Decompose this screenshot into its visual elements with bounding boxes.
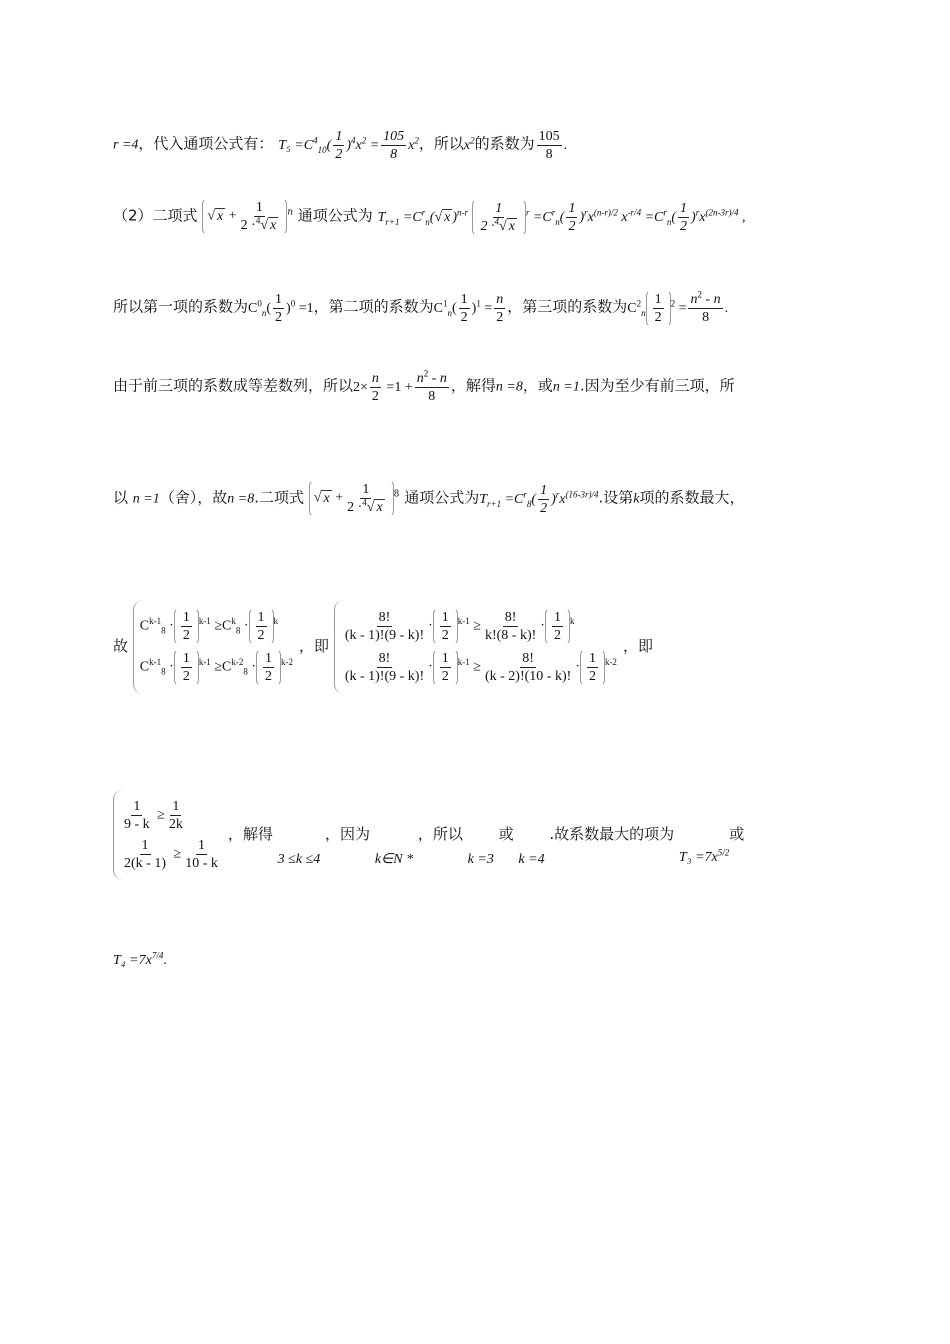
k-range: 3 ≤k ≤4: [277, 852, 321, 867]
x-squared: $x^2$: [463, 135, 475, 153]
text-so-2: ，所以: [417, 825, 463, 843]
text-solve: ，解得: [450, 376, 496, 395]
text-let: .设第: [598, 488, 634, 507]
text-or: ，或: [522, 376, 553, 395]
general-term-formula: $T_{r+1} =C^r_n(√$ x )$^{n-r}$ $\frac{1}{2 \cdot^4√ x}$ $^r =C^r_n$( $\frac{1}{2}$ )$^rx^{(n-r)/2}$ $x^{-r/4} =C^r_n$( $\frac{1}{2}$ )$^rx^{(2n-3r)/4}$ ,: [377, 200, 746, 234]
T5-label: T₅ =C: [278, 137, 314, 153]
text-discard: （舍），故: [159, 488, 228, 507]
text-coef: 的系数为: [474, 134, 535, 153]
text-arith-seq: 由于前三项的系数成等差数列，所以: [113, 376, 354, 395]
line-8: [113, 950, 910, 969]
text-because: ，因为: [325, 825, 371, 843]
r-equals-4: r =4: [113, 137, 139, 153]
text-or-3: 或: [729, 825, 745, 843]
text-at-least: .因为至少有前三项，所: [579, 376, 735, 395]
line-6: [113, 600, 910, 694]
equation-arith: 2× $\frac{n}{2}$ =1 + $\frac{n^2 - n}{8}$: [353, 368, 447, 404]
n-eq-8-a: n =8: [495, 379, 523, 395]
n-eq-1-a: n =1: [552, 379, 580, 395]
system-1: $C^{k-1}_8$ · $\frac{1}{2}$ $^{k-1} \ge C^k_8$ · $\frac{1}{2}$ $^k$ $C^{k-1}_8$ · $\frac{1}{2}$ $^{k-1} \ge C^{k-2}_8$ · $\frac{1}{2}$ $^{k-2}$: [133, 600, 299, 694]
result-105-8: $\frac{105}{8}$ .: [538, 129, 568, 162]
text-second-coef: ，第二项的系数为: [313, 297, 434, 316]
binomial-expr-8: √ x + $\frac{1}{2 \cdot^4√ x}$: [309, 480, 394, 517]
n-eq-8-b: n =8: [227, 491, 255, 507]
T3-label: T₃ =7x: [678, 850, 718, 865]
text-max-coef: 项的系数最大，: [639, 488, 745, 507]
T4-label: T₄ =7x: [113, 953, 152, 968]
binomial-expr: √ x + $\frac{1}{2 \cdot^4√ x}$: [202, 198, 287, 235]
T3-term: $T_3 =7x^{5/2}$: [678, 847, 730, 865]
text-general-term: 通项公式为: [297, 206, 373, 225]
line-5: 以 n =1（舍），故n =8.二项式 √ x + $\frac{1}{2 \cdot^4√ x}$ $^8$ 通项公式为$T_{r+1} =C^r_8$( $\frac{1}{2}$ )$^rx^{(16-3r)/4}$.设第k项的系数最大，: [113, 482, 745, 516]
text-general-term-2: 通项公式为: [404, 488, 480, 507]
text-max-term: .故系数最大的项为: [549, 825, 675, 843]
text-so: ，所以: [418, 134, 464, 153]
k-eq-4: k =4: [518, 852, 545, 867]
general-term-8: $T_{r+1} =C^r_8$( $\frac{1}{2}$ )$^rx^{(16-3r)/4}$: [479, 482, 599, 516]
line-1: [113, 128, 910, 163]
k-natural: k∈N *: [374, 852, 414, 867]
text-part2: （2）二项式: [113, 206, 198, 225]
line-4: [113, 370, 910, 405]
text-binomial2: .二项式: [254, 488, 304, 507]
final-period: .: [163, 953, 167, 968]
formula-T5: $T_5 =C^4_{10}$( $\frac{1}{2}$ )$^4x^2$ = $\frac{105}{8}$ $x^2$: [278, 129, 419, 162]
coef-3: $C^2_n$ $\frac{1}{2}$ $^2$ = $\frac{n^2 - n}{8}$ .: [627, 289, 729, 325]
text-substitute: ，代入通项公式有：: [138, 134, 274, 153]
system-3: $\frac{1}{9 - k}$ ≥ $\frac{1}{2k}$ $\frac{1}{2(k - 1)}$ ≥ $\frac{1}{10 - k}$: [113, 790, 228, 880]
text-namely-2: ，即: [622, 637, 653, 655]
coef-2: $C^1_n$( $\frac{1}{2}$ )$^1$ = $\frac{n}{2}$: [433, 292, 504, 325]
k-var: k: [633, 491, 640, 507]
coef-1: $C^0_n$( $\frac{1}{2}$ )$^0$ =1: [248, 292, 314, 325]
line-7: [113, 790, 910, 880]
line-2: （2）二项式 √ x + $\frac{1}{2 \cdot^4√ x}$ $^n$ 通项公式为 $T_{r+1} =C^r_n(√$ x )$^{n-r}$ $\frac{1}{2 \cdot^4√ x}$ $^r =C^r_n$( $\frac{1}{2}$ )$^rx^{(n-r)/2}$ $x^{-r/4} =C^r_n$( $\frac{1}{2}$ )$^rx^{(2n-3r)/4}$ ,: [113, 200, 746, 234]
text-third-coef: ，第三项的系数为: [507, 297, 628, 316]
text-first-coef: 所以第一项的系数为: [113, 297, 249, 316]
line-3: [113, 290, 910, 327]
T4-term: $T_4 =7x^{7/4}$: [113, 950, 164, 968]
system-2: $\frac{8!}{(k - 1)!(9 - k)!}$ · $\frac{1}{2}$ $^{k-1}$ ≥ $\frac{8!}{k!(8 - k)!}$ · $\frac{1}{2}$ $^k$ $\frac{8!}{(k - 1)!(9 - k)!}$ · $\frac{1}{2}$ $^{k-1}$ ≥ $\frac{8!}{(k - 2)!(10 - k)!}$ · $\frac{1}{2}$ $^{k-2}$: [334, 600, 623, 694]
text-or-2: 或: [498, 825, 514, 843]
text-solve-2: ，解得: [227, 825, 273, 843]
frac-den-8: 8: [390, 147, 398, 162]
frac-num-105: 105: [383, 129, 405, 144]
text-namely-1: ，即: [299, 637, 330, 655]
text-therefore: 故: [113, 637, 129, 655]
k-eq-3: k =3: [467, 852, 494, 867]
text-yi: 以: [113, 488, 129, 507]
n-eq-1-b: n =1: [132, 491, 160, 507]
